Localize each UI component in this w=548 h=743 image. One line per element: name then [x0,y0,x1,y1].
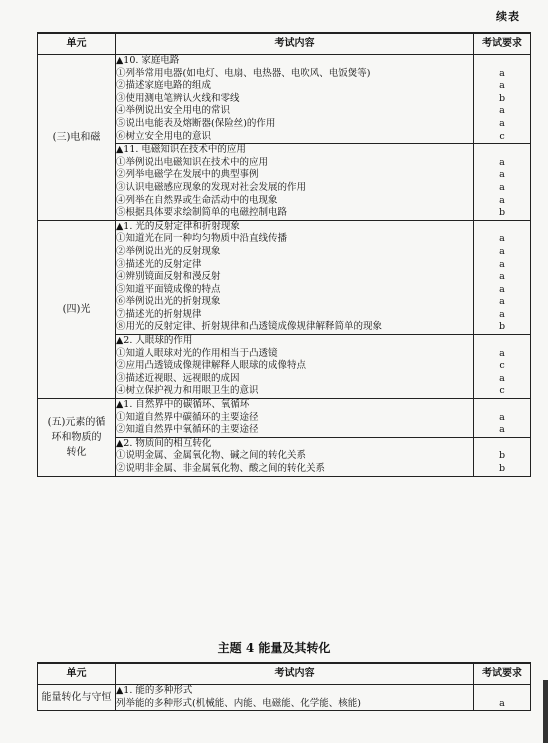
requirement-level: a [499,245,505,257]
list-item: ①知道光在同一种均匀物质中沿直线传播 [116,233,288,245]
requirement-cell [474,399,531,438]
list-item: ⑥举例说出光的折射现象 [116,296,221,308]
list-item: ①列举常用电器(如电灯、电扇、电热器、电吹风、电饭煲等) [116,67,371,79]
list-item: ③认识电磁感应现象的发现对社会发展的作用 [116,181,307,193]
topic-heading: ▲11. 电磁知识在技术中的应用 [116,144,246,156]
requirement-level: a [499,80,505,92]
list-item: ④树立保护视力和用眼卫生的意识 [116,385,259,397]
table-header-row [38,33,531,55]
list-item: ①知道自然界中碳循环的主要途径 [116,411,259,423]
requirement-level: a [499,233,505,245]
list-item: ②举例说出光的反射现象 [116,245,221,257]
unit-cell-light: (四)光 [38,220,116,398]
content-cell [116,144,474,221]
topic-heading: ▲1. 自然界中的碳循环、氧循环 [116,399,250,411]
requirement-cell [474,220,531,334]
content-cell [116,399,474,438]
continued-label: 续表 [496,10,520,23]
topic-heading: ▲2. 人眼球的作用 [116,335,193,347]
energy-table [37,662,531,711]
unit-cell-element-cycle [38,399,116,477]
requirement-level: c [499,130,505,142]
list-item: ①举例说出电磁知识在技术中的应用 [116,156,269,168]
unit-line: (五)元素的循 [47,416,106,428]
list-item: ⑥树立安全用电的意识 [116,130,212,142]
requirement-level: a [499,105,505,117]
list-item: ③描述光的反射定律 [116,258,202,270]
list-item: ④列举在自然界或生命活动中的电现象 [116,194,278,206]
requirement-level: a [499,194,505,206]
requirement-level: a [499,424,505,436]
requirement-level: a [499,117,505,129]
requirement-cell [474,685,531,711]
requirement-level: a [499,67,505,79]
list-item: ⑦描述光的折射规律 [116,308,202,320]
requirement-level: b [498,321,506,333]
requirement-level: a [499,258,505,270]
requirement-level: b [498,450,506,462]
content-cell [116,55,474,144]
topic-heading: ▲1. 能的多种形式 [116,685,193,696]
table-row [38,685,531,711]
list-item: ④辨别镜面反射和漫反射 [116,271,221,283]
exam-content-table [37,32,531,477]
content-cell [116,437,474,476]
requirement-level: a [499,169,505,181]
requirement-level: a [499,181,505,193]
list-item: ②列举电磁学在发展中的典型事例 [116,169,259,181]
header-requirement: 考试要求 [474,33,531,55]
requirement-level: b [498,207,506,219]
list-item: ②应用凸透镜成像规律解释人眼球的成像特点 [116,360,307,372]
unit-line: 转化 [66,446,87,458]
unit-cell-energy: 能量转化与守恒 [38,685,116,711]
unit-line: 环和物质的 [51,431,102,443]
requirement-level: a [499,411,505,423]
content-cell [116,335,474,399]
requirement-level: a [499,372,505,384]
section-title: 主题 4 能量及其转化 [217,641,331,655]
list-item: ②说明非金属、非金属氧化物、酸之间的转化关系 [116,463,326,474]
list-item: ⑧用光的反射定律、折射规律和凸透镜成像规律解释简单的现象 [116,321,383,333]
requirement-cell [474,437,531,476]
requirement-level: a [499,347,505,359]
requirement-level: a [499,697,505,709]
list-item: ④举例说出安全用电的常识 [116,105,231,117]
requirement-level: a [499,283,505,295]
page-edge-mark [543,680,548,743]
header-content: 考试内容 [116,33,474,55]
topic-heading: ▲2. 物质间的相互转化 [116,437,212,449]
requirement-level: b [498,463,506,474]
list-item: ⑤知道平面镜成像的特点 [116,283,221,295]
list-item: ②描述家庭电路的组成 [116,80,212,92]
requirement-level: a [499,156,505,168]
requirement-cell [474,335,531,399]
topic-heading: ▲1. 光的反射定律和折射现象 [116,220,240,232]
header-unit: 单元 [38,33,116,55]
requirement-level: a [499,296,505,308]
header-content: 考试内容 [116,663,474,685]
content-cell [116,220,474,334]
content-cell [116,685,474,711]
list-item: ②知道自然界中氧循环的主要途径 [116,424,259,436]
requirement-cell [474,55,531,144]
list-item: 列举能的多种形式(机械能、内能、电磁能、化学能、核能) [116,697,361,709]
table-row [38,220,531,334]
list-item: ①知道人眼球对光的作用相当于凸透镜 [116,347,278,359]
table-row [38,55,531,144]
list-item: ⑤说出电能表及熔断器(保险丝)的作用 [116,117,276,129]
requirement-level: a [499,308,505,320]
list-item: ③描述近视眼、远视眼的成因 [116,372,240,384]
list-item: ③使用测电笔辨认火线和零线 [116,92,240,104]
requirement-level: b [498,92,506,104]
requirement-level: c [499,385,505,397]
topic-heading: ▲10. 家庭电路 [116,55,180,66]
table-row [38,399,531,438]
header-unit: 单元 [38,663,116,685]
requirement-cell [474,144,531,221]
list-item: ①说明金属、金属氧化物、碱之间的转化关系 [116,450,307,462]
unit-cell-electricity-magnetism: (三)电和磁 [38,55,116,221]
requirement-level: a [499,271,505,283]
list-item: ⑤根据具体要求绘制简单的电磁控制电路 [116,207,288,219]
header-requirement: 考试要求 [474,663,531,685]
table-header-row [38,663,531,685]
requirement-level: c [499,360,505,372]
